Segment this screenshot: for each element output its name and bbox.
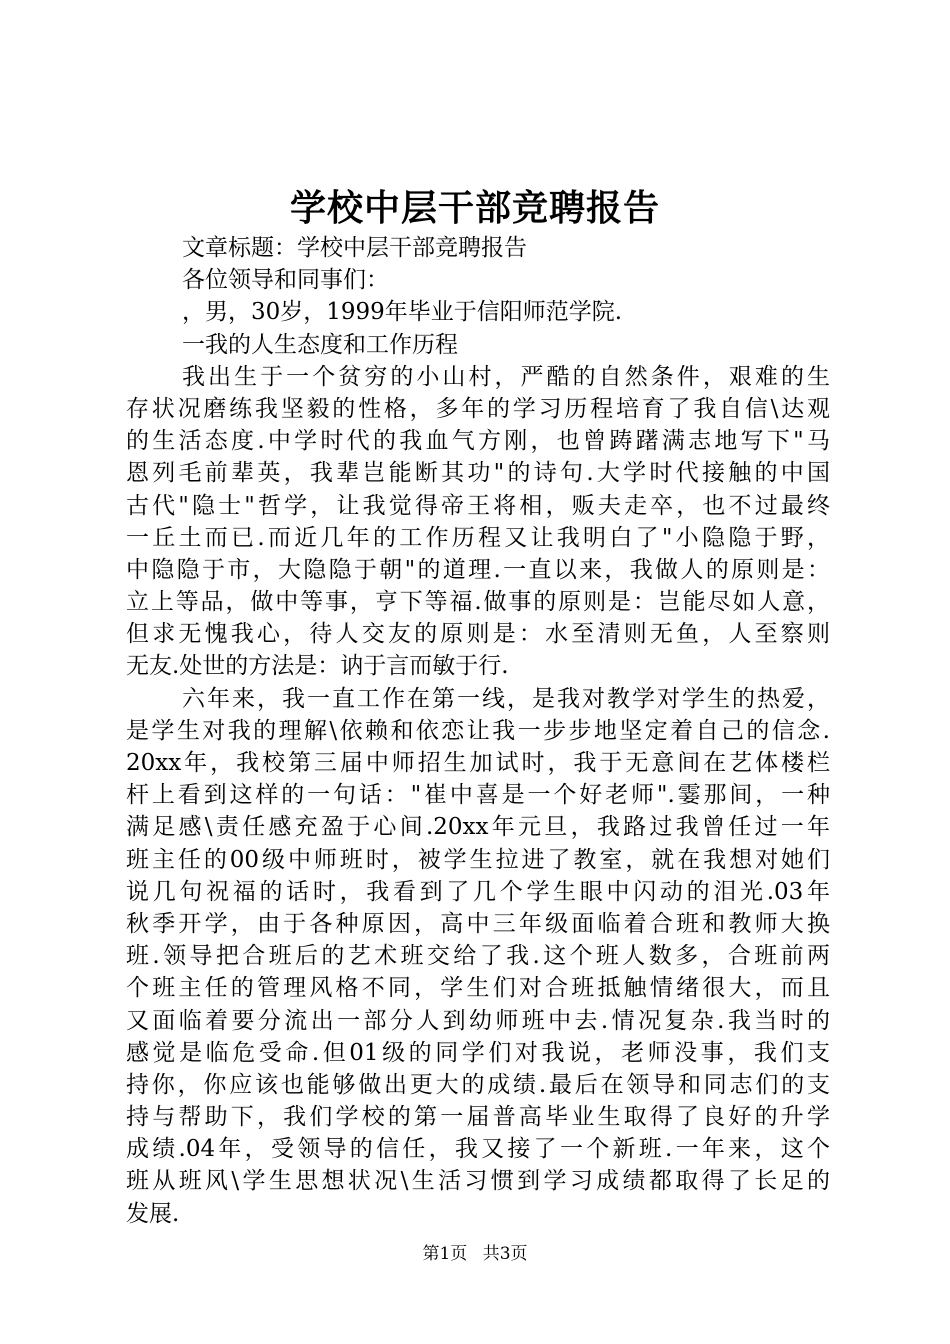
text-line: ，男，30岁，1999年毕业于信阳师范学院. <box>182 299 623 326</box>
document-body <box>126 232 830 1230</box>
paragraph <box>126 264 830 296</box>
paragraph <box>126 329 830 361</box>
text-line: 立上等品，做中等事，亨下等福.做事的原则是：岂能尽如人意， <box>126 589 830 616</box>
text-line: 又面临着要分流出一部分人到幼师班中去.情况复杂.我当时的 <box>126 1007 830 1034</box>
text-line: 满足感\责任感充盈于心间.20xx年元旦，我路过我曾任过一年 <box>126 814 830 841</box>
paragraph <box>126 361 830 683</box>
text-line: 发展. <box>126 1200 180 1227</box>
text-line: 六年来，我一直工作在第一线，是我对教学对学生的热爱， <box>182 685 830 712</box>
text-line: 班.领导把合班后的艺术班交给了我.这个班人数多，合班前两 <box>126 943 830 970</box>
text-line: 个班主任的管理风格不同，学生们对合班抵触情绪很大，而且 <box>126 975 830 1002</box>
text-line: 无友.处世的方法是：讷于言而敏于行. <box>126 653 509 680</box>
page-number: 第1页 <box>422 1244 468 1264</box>
text-line: 持你，你应该也能够做出更大的成绩.最后在领导和同志们的支 <box>126 1071 830 1098</box>
text-line: 说几句祝福的话时，我看到了几个学生眼中闪动的泪光.03年 <box>126 878 830 905</box>
text-line: 古代"隐士"哲学，让我觉得帝王将相，贩夫走卒，也不过最终 <box>126 492 830 519</box>
text-line: 班从班风\学生思想状况\生活习惯到学习成绩都取得了长足的 <box>126 1168 830 1195</box>
document-title: 学校中层干部竞聘报告 <box>289 187 660 229</box>
text-line: 中隐隐于市，大隐隐于朝"的道理.一直以来，我做人的原则是： <box>126 556 830 583</box>
text-line: 我出生于一个贫穷的小山村，严酷的自然条件，艰难的生 <box>182 363 830 390</box>
paragraph <box>126 296 830 328</box>
paragraph <box>126 683 830 1230</box>
text-line: 的生活态度.中学时代的我血气方刚，也曾踌躇满志地写下"马 <box>126 428 830 455</box>
text-line: 但求无愧我心，待人交友的原则是：水至清则无鱼，人至察则 <box>126 621 830 648</box>
text-line: 恩列毛前辈英，我辈岂能断其功"的诗句.大学时代接触的中国 <box>126 460 830 487</box>
text-line: 存状况磨练我坚毅的性格，多年的学习历程培育了我自信\达观 <box>126 395 830 422</box>
text-line: 杆上看到这样的一句话："崔中喜是一个好老师".霎那间，一种 <box>126 782 830 809</box>
text-line: 感觉是临危受命.但01级的同学们对我说，老师没事，我们支 <box>126 1039 830 1066</box>
text-line: 班主任的00级中师班时，被学生拉进了教室，就在我想对她们 <box>126 846 830 873</box>
text-line: 秋季开学，由于各种原因，高中三年级面临着合班和教师大换 <box>126 910 830 937</box>
text-line: 是学生对我的理解\依赖和依恋让我一步步地坚定着自己的信念. <box>126 717 830 744</box>
text-line: 持与帮助下，我们学校的第一届普高毕业生取得了良好的升学 <box>126 1104 830 1131</box>
paragraph <box>126 232 830 264</box>
text-line: 文章标题：学校中层干部竞聘报告 <box>182 235 527 261</box>
text-line: 一我的人生态度和工作历程 <box>182 331 458 358</box>
text-line: 一丘土而已.而近几年的工作历程又让我明白了"小隐隐于野， <box>126 524 830 551</box>
page-total: 共3页 <box>482 1244 528 1264</box>
page-footer <box>0 1242 950 1266</box>
text-line: 各位领导和同事们： <box>182 267 389 294</box>
text-line: 成绩.04年，受领导的信任，我又接了一个新班.一年来，这个 <box>126 1136 830 1163</box>
text-line: 20xx年，我校第三届中师招生加试时，我于无意间在艺体楼栏 <box>126 750 830 776</box>
